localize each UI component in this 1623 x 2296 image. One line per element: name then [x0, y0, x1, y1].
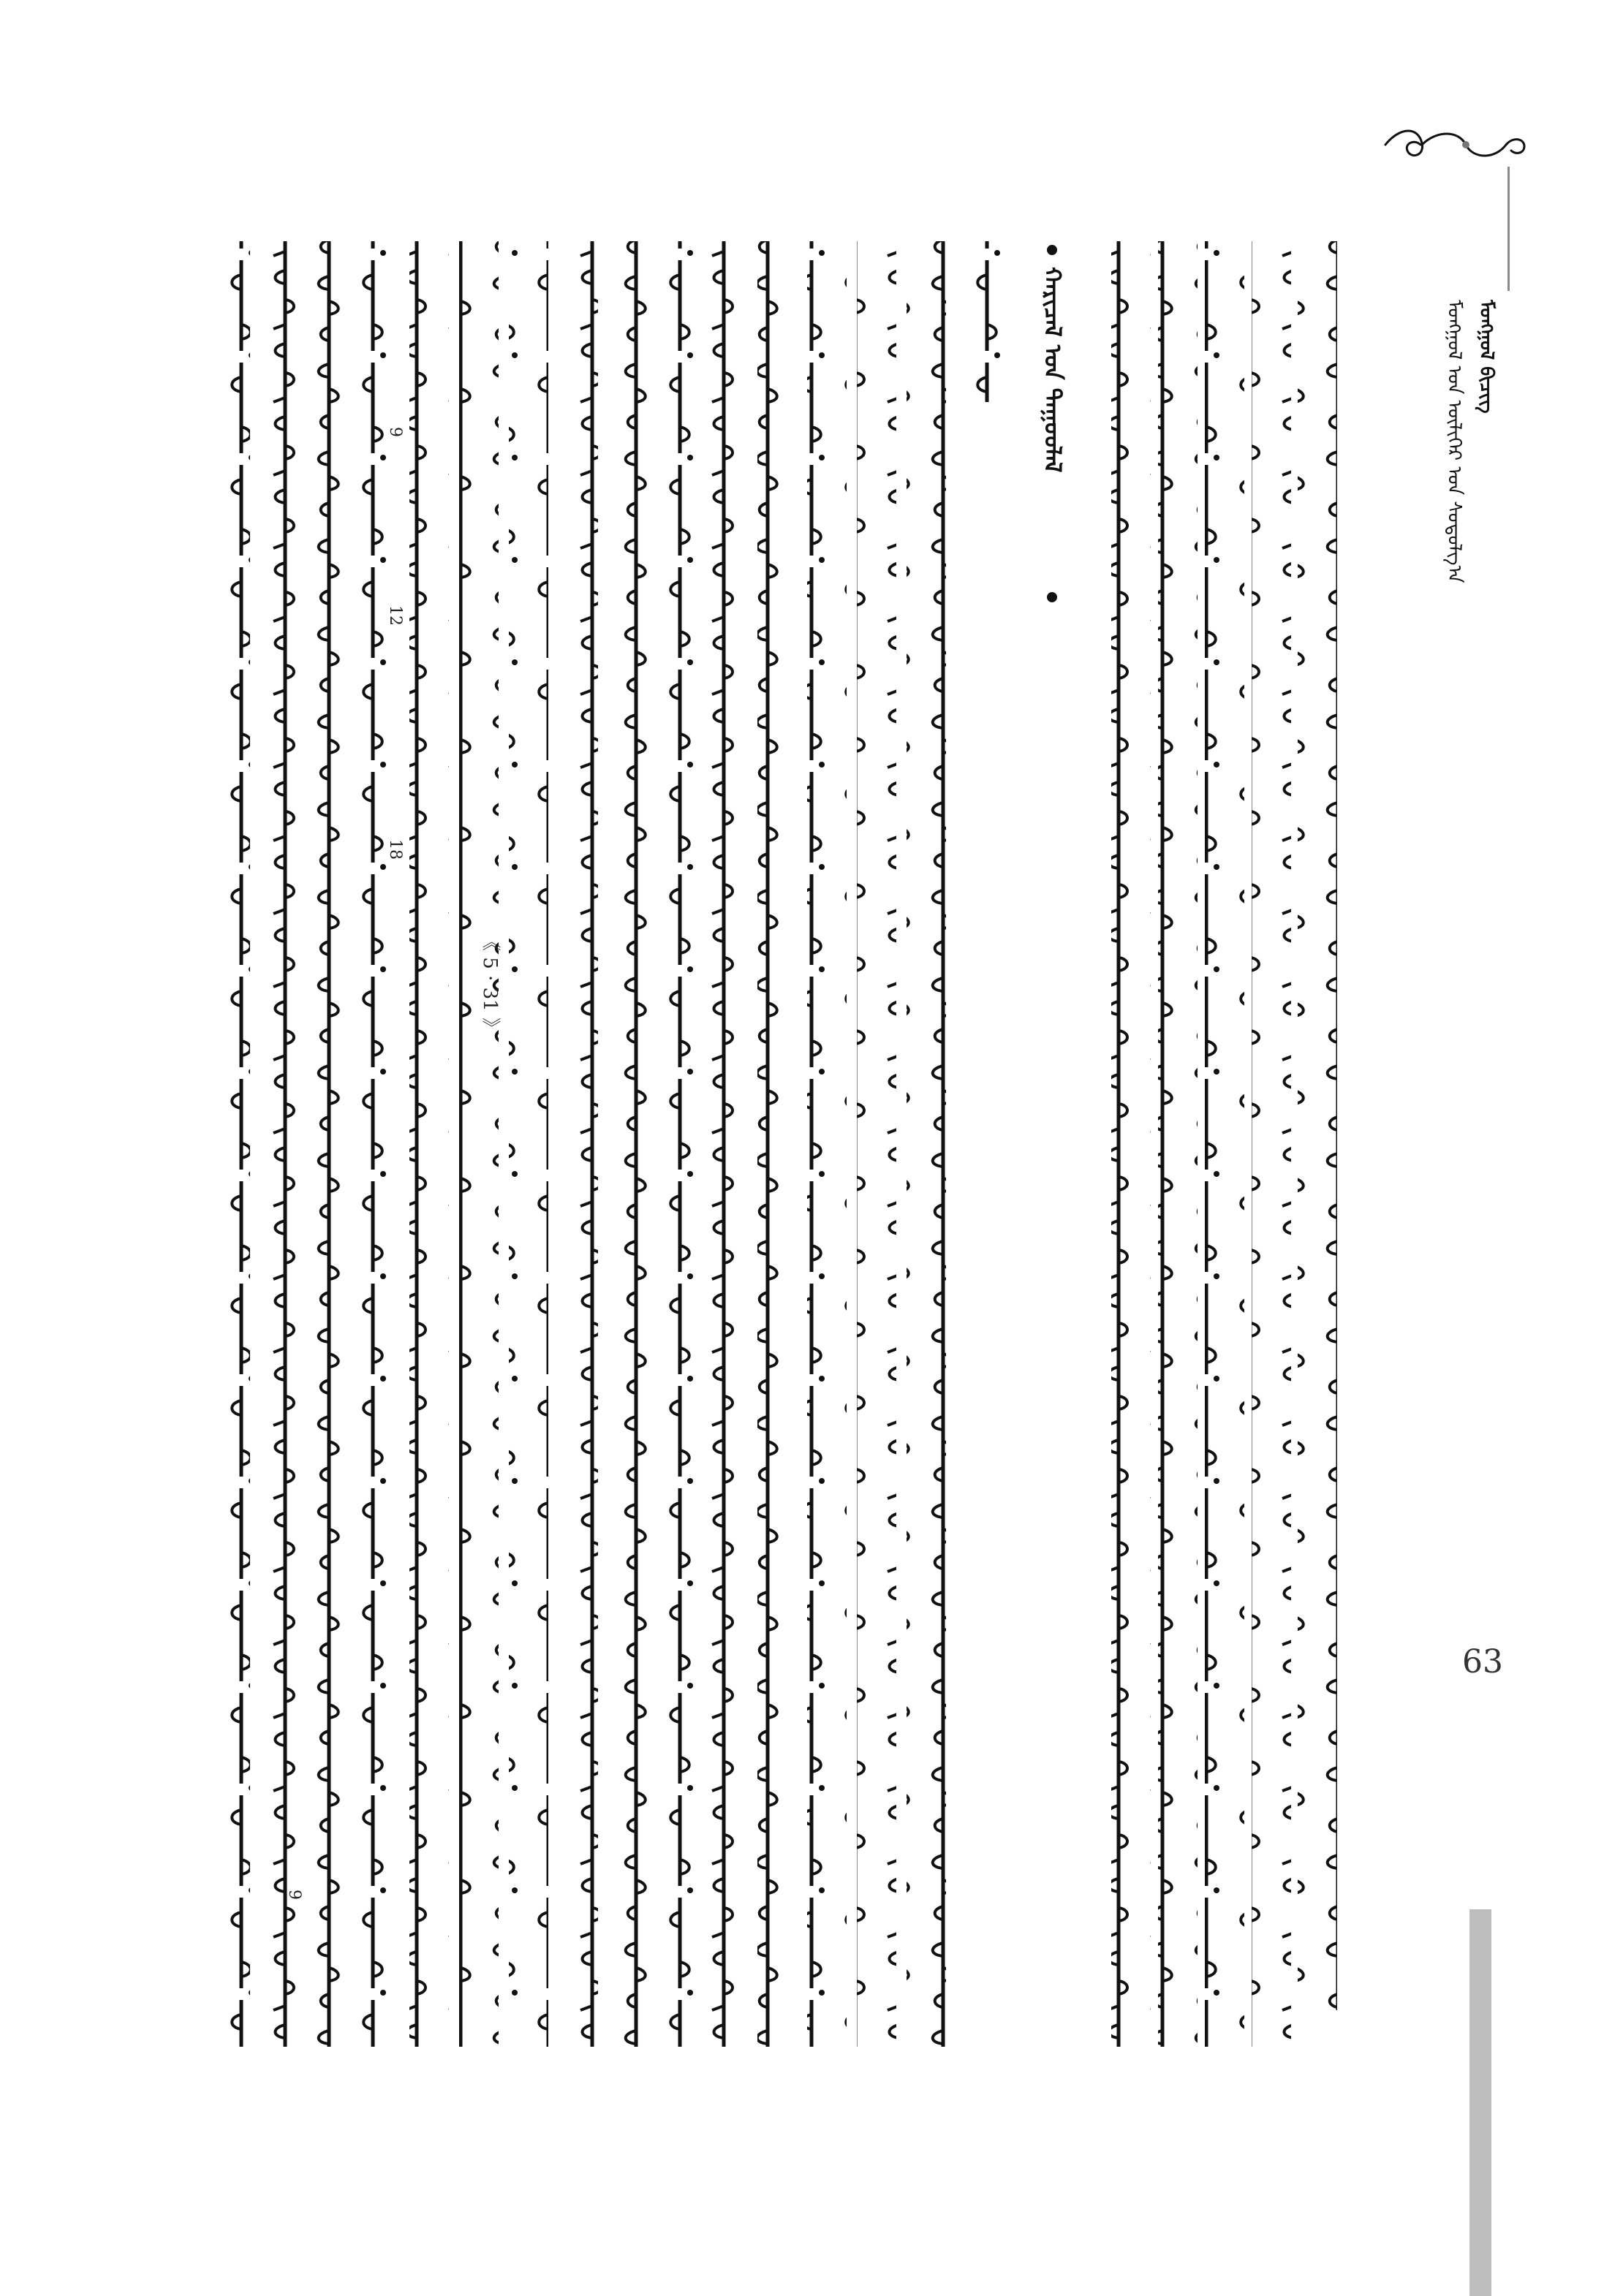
section-heading-text: ᠬᠠᠷᠢᠴᠠᠯ ᠤᠨ ᠳᠠᠭᠤᠤᠯᠠᠯ — [1039, 267, 1067, 473]
text-line — [857, 241, 896, 2047]
inline-number: 9 — [386, 427, 404, 437]
text-line — [310, 241, 349, 2047]
text-line — [608, 241, 648, 2047]
text-line — [1158, 241, 1198, 2047]
text-line — [260, 241, 300, 2047]
text-line — [708, 241, 747, 2047]
text-line — [211, 241, 250, 2047]
running-head-line: ᠮᠣᠩᠭᠣᠯ ᠪᠢᠴᠢᠭ — [1475, 300, 1497, 414]
inline-number: 18 — [386, 839, 404, 860]
paragraph-main — [211, 241, 1005, 2047]
text-line — [807, 241, 847, 2047]
running-head-line: ᠮᠣᠩᠭᠣᠯ ᠤᠨ ᠦᠯᠢᠭᠡᠷ ᠤᠨ ᠰᠤᠳᠤᠯᠭ᠎ᠠ — [1443, 300, 1465, 583]
text-line — [360, 241, 399, 2047]
text-line — [1205, 241, 1244, 2047]
text-line — [965, 241, 1005, 402]
inline-number: 9 — [285, 1890, 303, 1900]
inline-reference: 《 5 · 31 》 — [479, 932, 501, 1037]
text-line — [1252, 241, 1291, 2047]
text-line — [509, 241, 548, 2047]
text-line — [559, 241, 598, 2047]
text-line — [658, 241, 697, 2047]
text-line — [757, 241, 797, 2047]
text-line — [1111, 241, 1151, 2047]
inline-number: 12 — [386, 605, 404, 626]
page-number: 63 — [1462, 1643, 1503, 1681]
text-line — [1298, 241, 1337, 2010]
thumb-tab — [1469, 1909, 1491, 2296]
text-line — [409, 241, 449, 2047]
paragraph-upper — [1111, 241, 1337, 2047]
text-line — [907, 241, 946, 2047]
text-line — [459, 241, 499, 2047]
